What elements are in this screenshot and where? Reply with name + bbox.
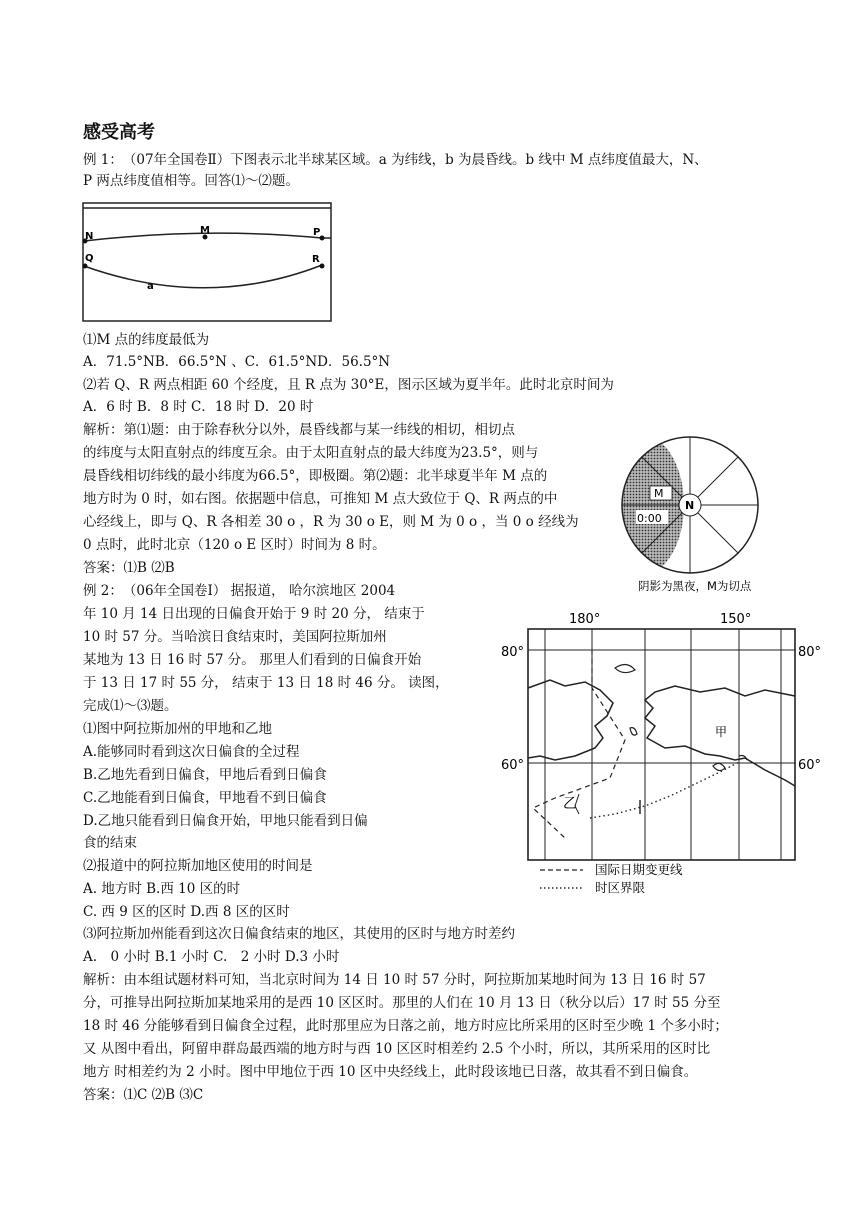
label-q: Q	[85, 253, 94, 264]
legend-date-line: 国际日期变更线	[595, 862, 683, 877]
ex2-q2-options-1: A. 地方时 B.西 10 区的时	[83, 881, 241, 897]
polar-caption: 阴影为黑夜，M为切点	[638, 579, 752, 593]
ex1-answer: 答案：⑴B ⑵B	[83, 560, 175, 576]
ex2-intro-line-4: 某地为 13 日 16 时 57 分。 那里人们看到的日偏食开始	[83, 652, 422, 668]
ex2-intro-line-6: 完成⑴～⑶题。	[83, 698, 178, 714]
ex1-analysis-line-4: 地方时为 0 时，如右图。依据题中信息，可推知 M 点大致位于 Q、R 两点的中	[83, 491, 558, 507]
ex1-analysis-line-5: 心经线上，即与 Q、R 各相差 30 o ，R 为 30 o E，则 M 为 0 o ，当 0 o 经线为	[83, 514, 579, 530]
point-q	[83, 264, 88, 269]
polar-label-m: M	[654, 487, 664, 500]
ex2-analysis-line-1: 解析：由本组试题材料可知，当北京时间为 14 日 10 时 57 分时，阿拉斯加某地时间为 13 日 16 时 57	[83, 972, 706, 988]
ex2-q1-option-c: C.乙地能看到日偏食，甲地看不到日偏食	[83, 790, 327, 806]
ex1-polar-figure	[620, 430, 790, 600]
ex2-intro-line-2: 年 10 月 14 日出现的日偏食开始于 9 时 20 分， 结束于	[83, 606, 425, 622]
ex1-figure-latitude	[82, 202, 332, 322]
map-lon-150: 150°	[720, 612, 752, 627]
ex2-alaska-map	[495, 608, 840, 898]
ex2-analysis-line-4: 又 从图中看出，阿留申群岛最西端的地方时与西 10 区区时相差约 2.5 个小时，所以，其所采用的区时比	[83, 1041, 711, 1057]
label-m: M	[200, 225, 210, 236]
ex1-q1-options: A．71.5°NB．66.5°N 、C．61.5°ND．56.5°N	[83, 354, 391, 370]
map-label-jia: 甲	[715, 725, 728, 739]
ex2-q1-option-d-cont: 食的结束	[83, 835, 137, 851]
ex1-analysis-line-1: 解析：第⑴题：由于除春秋分以外，晨昏线都与某一纬线的相切，相切点	[83, 422, 515, 438]
ex2-intro-line-3: 10 时 57 分。当哈滨日食结束时，美国阿拉斯加州	[83, 629, 387, 645]
map-lat-60-left: 60°	[501, 758, 525, 773]
point-r	[320, 264, 325, 269]
map-lat-60-right: 60°	[798, 758, 822, 773]
ex1-intro-line-2: P 两点纬度值相等。回答⑴～⑵题。	[83, 173, 299, 189]
ex2-answer: 答案：⑴C ⑵B ⑶C	[83, 1087, 204, 1103]
ex2-q3: ⑶阿拉斯加州能看到这次日偏食结束的地区，其使用的区时与地方时差约	[83, 926, 515, 942]
ex2-q3-options: A. 0 小时 B.1 小时 C. 2 小时 D.3 小时	[83, 949, 340, 965]
label-a: a	[147, 281, 154, 292]
ex2-q2-options-2: C. 西 9 区的区时 D.西 8 区的区时	[83, 904, 290, 920]
ex1-q1: ⑴M 点的纬度最低为	[83, 332, 210, 348]
ex2-analysis-line-3: 18 时 46 分能够看到日偏食全过程，此时那里应为日落之前，地方时应比所采用的区时至少晚 1 个多小时；	[83, 1018, 728, 1034]
map-label-yi: 乙	[563, 796, 577, 812]
ex2-q1-option-b: B.乙地先看到日偏食，甲地后看到日偏食	[83, 767, 327, 783]
ex1-intro-line-1: 例 1： （07年全国卷Ⅱ）下图表示北半球某区域。a 为纬线，b 为晨昏线。b 线中 M 点纬度值最大，N、	[83, 152, 708, 168]
ex2-analysis-line-2: 分，可推导出阿拉斯加某地采用的是西 10 区区时。那里的人们在 10 月 13 日（秋分以后）17 时 55 分至	[83, 995, 721, 1011]
map-lat-80-right: 80°	[798, 645, 822, 660]
ex1-q2-options: A．6 时 B．8 时 C．18 时 D．20 时	[83, 399, 314, 415]
legend-timezone: 时区界限	[595, 880, 646, 895]
ex1-analysis-line-2: 的纬度与太阳直射点的纬度互余。由于太阳直射点的最大纬度为23.5°，则与	[83, 445, 539, 461]
polar-label-n: N	[685, 499, 695, 512]
ex2-intro-line-1: 例 2： （06年全国卷Ⅰ） 据报道， 哈尔滨地区 2004	[83, 583, 396, 599]
ex2-intro-line-5: 于 13 日 17 时 55 分， 结束于 13 日 18 时 46 分。 读图，	[83, 675, 449, 691]
ex2-q1-option-a: A.能够同时看到这次日偏食的全过程	[83, 744, 300, 760]
ex2-analysis-line-5: 地方 时相差约为 2 小时。图中甲地位于西 10 区中央经线上，此时段该地已日落，故其看不到日偏食。	[83, 1064, 698, 1080]
ex1-q2: ⑵若 Q、R 两点相距 60 个经度，且 R 点为 30°E，图示区域为夏半年。此时北京时间为	[83, 377, 614, 393]
label-p: P	[313, 227, 321, 238]
label-r: R	[312, 254, 320, 265]
polar-label-time: 0:00	[637, 512, 662, 525]
map-lon-180: 180°	[569, 612, 601, 627]
ex2-q1: ⑴图中阿拉斯加州的甲地和乙地	[83, 721, 272, 737]
ex2-q2: ⑵报道中的阿拉斯加地区使用的时间是	[83, 858, 313, 874]
section-title: 感受高考	[83, 122, 155, 143]
ex1-analysis-line-6: 0 点时，此时北京（120 o E 区时）时间为 8 时。	[83, 537, 386, 553]
map-lat-80-left: 80°	[501, 645, 525, 660]
ex2-q1-option-d: D.乙地只能看到日偏食开始，甲地只能看到日偏	[83, 813, 368, 829]
label-n: N	[85, 231, 94, 242]
ex1-analysis-line-3: 晨昏线相切纬线的最小纬度为66.5°，即极圈。第⑵题：北半球夏半年 M 点的	[83, 468, 548, 484]
